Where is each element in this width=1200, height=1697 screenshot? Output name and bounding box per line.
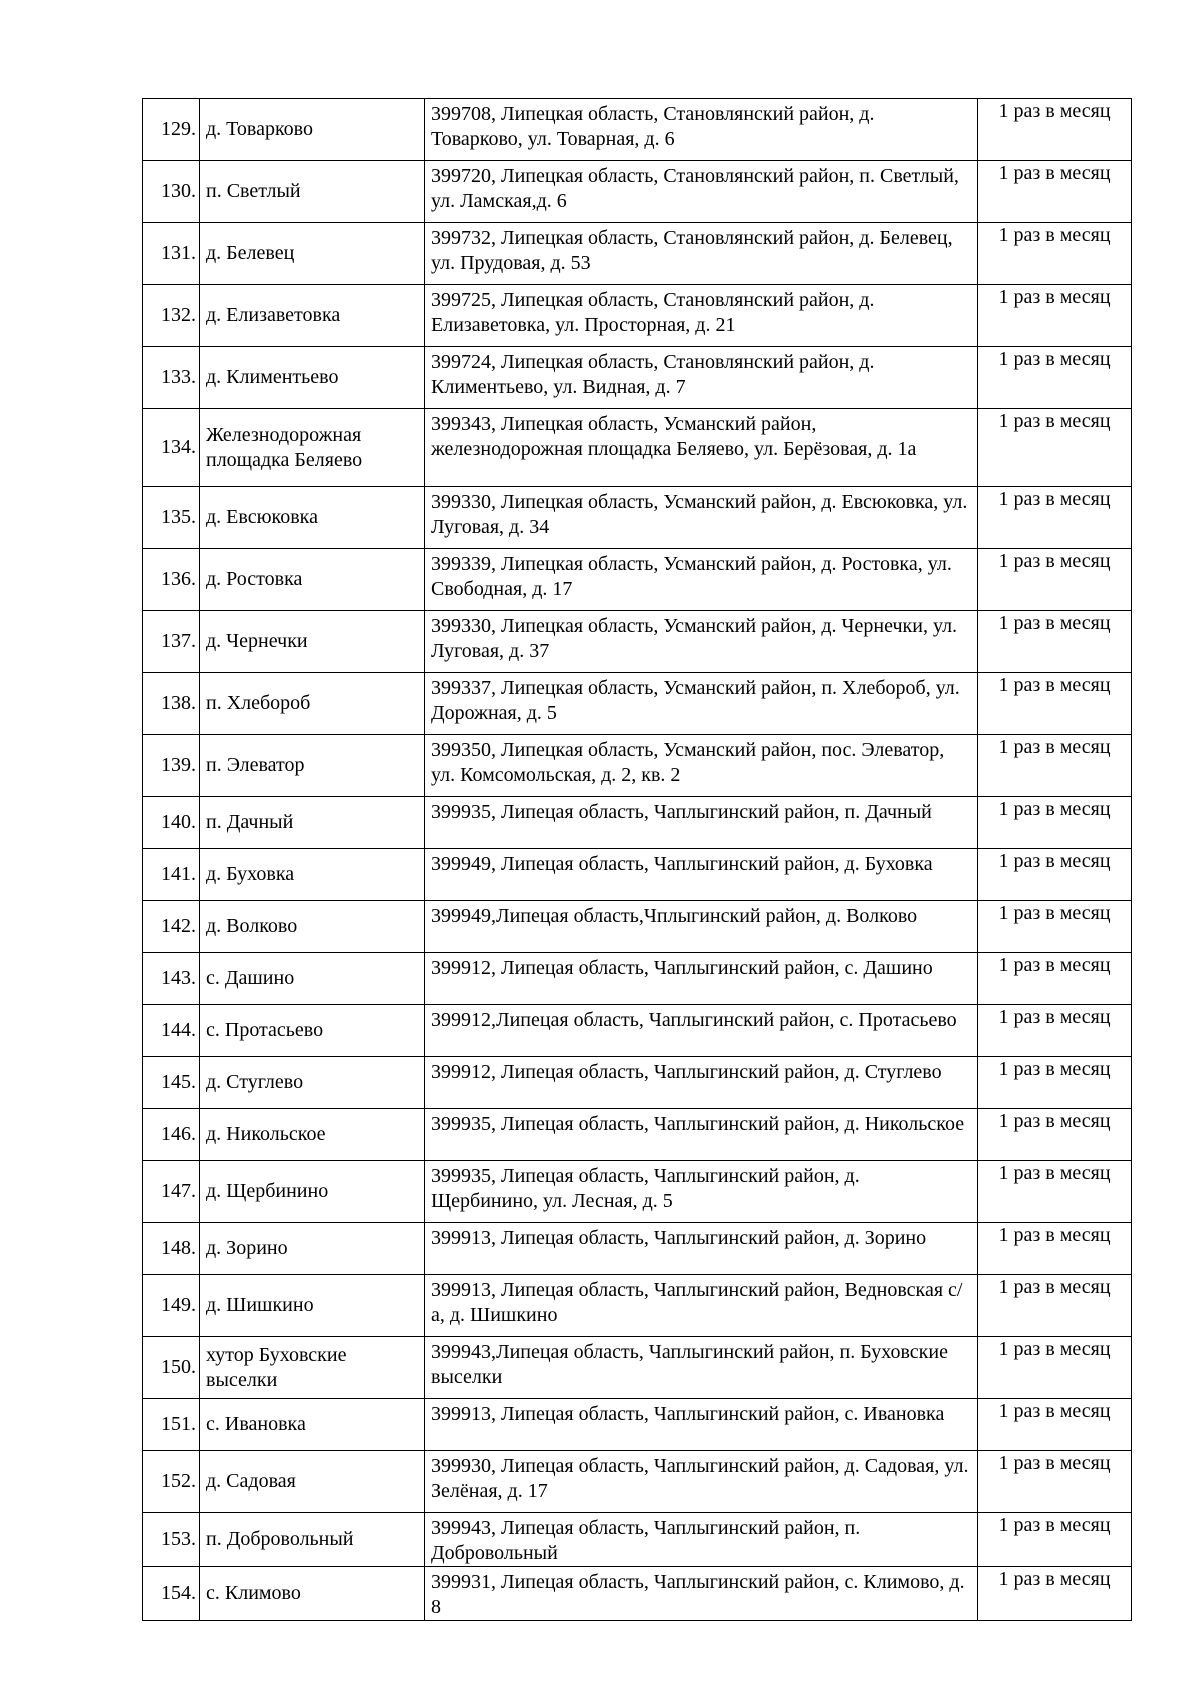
row-number: 148. (143, 1223, 200, 1275)
visit-frequency: 1 раз в месяц (978, 673, 1132, 735)
row-number: 150. (143, 1337, 200, 1399)
table-row (143, 901, 1132, 953)
settlement-address: 399935, Липецая область, Чаплыгинский район, д. Никольское (425, 1109, 978, 1161)
visit-frequency: 1 раз в месяц (978, 347, 1132, 409)
settlement-name: д. Волково (200, 901, 425, 953)
visit-frequency: 1 раз в месяц (978, 99, 1132, 161)
settlement-address: 399350, Липецкая область, Усманский район, пос. Элеватор, ул. Комсомольская, д. 2, кв. 2 (425, 735, 978, 797)
settlement-address: 399343, Липецкая область, Усманский район, железнодорожная площадка Беляево, ул. Берёзовая, д. 1а (425, 409, 978, 487)
settlement-name: п. Добровольный (200, 1513, 425, 1567)
settlement-address: 399720, Липецкая область, Становлянский район, п. Светлый, ул. Ламская,д. 6 (425, 161, 978, 223)
table-row (143, 285, 1132, 347)
settlement-name: д. Зорино (200, 1223, 425, 1275)
settlement-name: д. Товарково (200, 99, 425, 161)
settlement-name: п. Светлый (200, 161, 425, 223)
row-number: 136. (143, 549, 200, 611)
row-number: 134. (143, 409, 200, 487)
settlement-address: 399943,Липецая область, Чаплыгинский район, п. Буховские выселки (425, 1337, 978, 1399)
table-row (143, 953, 1132, 1005)
settlement-address: 399930, Липецая область, Чаплыгинский район, д. Садовая, ул. Зелёная, д. 17 (425, 1451, 978, 1513)
table-row (143, 735, 1132, 797)
table-row (143, 161, 1132, 223)
settlement-address: 399943, Липецая область, Чаплыгинский район, п. Добровольный (425, 1513, 978, 1567)
row-number: 130. (143, 161, 200, 223)
settlement-name: с. Ивановка (200, 1399, 425, 1451)
row-number: 147. (143, 1161, 200, 1223)
visit-frequency: 1 раз в месяц (978, 1057, 1132, 1109)
table-row (143, 549, 1132, 611)
settlement-address: 399912, Липецая область, Чаплыгинский район, д. Стуглево (425, 1057, 978, 1109)
table-body (143, 99, 1132, 1621)
visit-frequency: 1 раз в месяц (978, 1567, 1132, 1621)
row-number: 144. (143, 1005, 200, 1057)
table-row (143, 1337, 1132, 1399)
row-number: 146. (143, 1109, 200, 1161)
table-row (143, 797, 1132, 849)
table-row (143, 1057, 1132, 1109)
settlement-name: д. Никольское (200, 1109, 425, 1161)
settlement-address: 399949, Липецая область, Чаплыгинский район, д. Буховка (425, 849, 978, 901)
visit-frequency: 1 раз в месяц (978, 1275, 1132, 1337)
row-number: 143. (143, 953, 200, 1005)
row-number: 149. (143, 1275, 200, 1337)
settlement-name: д. Ростовка (200, 549, 425, 611)
table-row (143, 487, 1132, 549)
row-number: 140. (143, 797, 200, 849)
visit-frequency: 1 раз в месяц (978, 549, 1132, 611)
visit-frequency: 1 раз в месяц (978, 223, 1132, 285)
settlement-address: 399339, Липецкая область, Усманский район, д. Ростовка, ул. Свободная, д. 17 (425, 549, 978, 611)
visit-frequency: 1 раз в месяц (978, 611, 1132, 673)
visit-frequency: 1 раз в месяц (978, 487, 1132, 549)
settlement-name: д. Белевец (200, 223, 425, 285)
settlement-address: 399330, Липецкая область, Усманский район, д. Евсюковка, ул. Луговая, д. 34 (425, 487, 978, 549)
settlement-name: д. Щербинино (200, 1161, 425, 1223)
settlement-address: 399725, Липецкая область, Становлянский район, д. Елизаветовка, ул. Просторная, д. 21 (425, 285, 978, 347)
visit-frequency: 1 раз в месяц (978, 1451, 1132, 1513)
table-row (143, 1513, 1132, 1567)
table-row (143, 1451, 1132, 1513)
visit-frequency: 1 раз в месяц (978, 735, 1132, 797)
settlement-name: п. Хлебороб (200, 673, 425, 735)
settlement-name: д. Стуглево (200, 1057, 425, 1109)
row-number: 154. (143, 1567, 200, 1621)
row-number: 131. (143, 223, 200, 285)
row-number: 145. (143, 1057, 200, 1109)
settlement-name: п. Дачный (200, 797, 425, 849)
visit-frequency: 1 раз в месяц (978, 1337, 1132, 1399)
table-row (143, 1275, 1132, 1337)
settlement-address: 399913, Липецая область, Чаплыгинский район, с. Ивановка (425, 1399, 978, 1451)
table-row (143, 1005, 1132, 1057)
table-row (143, 223, 1132, 285)
row-number: 138. (143, 673, 200, 735)
row-number: 142. (143, 901, 200, 953)
settlement-name: д. Шишкино (200, 1275, 425, 1337)
table-row (143, 673, 1132, 735)
row-number: 129. (143, 99, 200, 161)
visit-frequency: 1 раз в месяц (978, 285, 1132, 347)
settlement-name: с. Дашино (200, 953, 425, 1005)
table-row (143, 1399, 1132, 1451)
settlement-name: с. Климово (200, 1567, 425, 1621)
visit-frequency: 1 раз в месяц (978, 797, 1132, 849)
settlements-table (142, 98, 1132, 1621)
visit-frequency: 1 раз в месяц (978, 1005, 1132, 1057)
settlement-address: 399330, Липецкая область, Усманский район, д. Чернечки, ул. Луговая, д. 37 (425, 611, 978, 673)
settlement-name: д. Евсюковка (200, 487, 425, 549)
settlement-name: д. Буховка (200, 849, 425, 901)
row-number: 151. (143, 1399, 200, 1451)
table-row (143, 1567, 1132, 1621)
visit-frequency: 1 раз в месяц (978, 1513, 1132, 1567)
visit-frequency: 1 раз в месяц (978, 849, 1132, 901)
visit-frequency: 1 раз в месяц (978, 1399, 1132, 1451)
table-row (143, 99, 1132, 161)
settlement-name: Железнодорожная площадка Беляево (200, 409, 425, 487)
visit-frequency: 1 раз в месяц (978, 1109, 1132, 1161)
row-number: 153. (143, 1513, 200, 1567)
settlement-address: 399935, Липецая область, Чаплыгинский район, п. Дачный (425, 797, 978, 849)
table-row (143, 347, 1132, 409)
row-number: 137. (143, 611, 200, 673)
settlement-address: 399949,Липецая область,Чплыгинский район, д. Волково (425, 901, 978, 953)
settlement-address: 399913, Липецая область, Чаплыгинский район, Ведновская с/а, д. Шишкино (425, 1275, 978, 1337)
settlement-address: 399724, Липецкая область, Становлянский район, д. Климентьево, ул. Видная, д. 7 (425, 347, 978, 409)
settlement-address: 399912,Липецая область, Чаплыгинский район, с. Протасьево (425, 1005, 978, 1057)
visit-frequency: 1 раз в месяц (978, 901, 1132, 953)
table-row (143, 1223, 1132, 1275)
visit-frequency: 1 раз в месяц (978, 1161, 1132, 1223)
settlement-address: 399931, Липецая область, Чаплыгинский район, с. Климово, д. 8 (425, 1567, 978, 1621)
settlement-address: 399912, Липецая область, Чаплыгинский район, с. Дашино (425, 953, 978, 1005)
settlement-name: хутор Буховские выселки (200, 1337, 425, 1399)
document-page (142, 98, 1131, 1621)
visit-frequency: 1 раз в месяц (978, 953, 1132, 1005)
settlement-address: 399913, Липецая область, Чаплыгинский район, д. Зорино (425, 1223, 978, 1275)
settlement-address: 399337, Липецкая область, Усманский район, п. Хлебороб, ул. Дорожная, д. 5 (425, 673, 978, 735)
settlement-name: д. Чернечки (200, 611, 425, 673)
settlement-name: с. Протасьево (200, 1005, 425, 1057)
visit-frequency: 1 раз в месяц (978, 409, 1132, 487)
visit-frequency: 1 раз в месяц (978, 1223, 1132, 1275)
row-number: 133. (143, 347, 200, 409)
settlement-address: 399708, Липецкая область, Становлянский район, д. Товарково, ул. Товарная, д. 6 (425, 99, 978, 161)
settlement-address: 399732, Липецкая область, Становлянский район, д. Белевец, ул. Прудовая, д. 53 (425, 223, 978, 285)
row-number: 152. (143, 1451, 200, 1513)
table-row (143, 409, 1132, 487)
settlement-address: 399935, Липецая область, Чаплыгинский район, д. Щербинино, ул. Лесная, д. 5 (425, 1161, 978, 1223)
row-number: 132. (143, 285, 200, 347)
visit-frequency: 1 раз в месяц (978, 161, 1132, 223)
settlement-name: д. Елизаветовка (200, 285, 425, 347)
settlement-name: п. Элеватор (200, 735, 425, 797)
settlement-name: д. Садовая (200, 1451, 425, 1513)
table-row (143, 611, 1132, 673)
settlement-name: д. Климентьево (200, 347, 425, 409)
row-number: 141. (143, 849, 200, 901)
table-row (143, 849, 1132, 901)
row-number: 135. (143, 487, 200, 549)
row-number: 139. (143, 735, 200, 797)
table-row (143, 1161, 1132, 1223)
table-row (143, 1109, 1132, 1161)
